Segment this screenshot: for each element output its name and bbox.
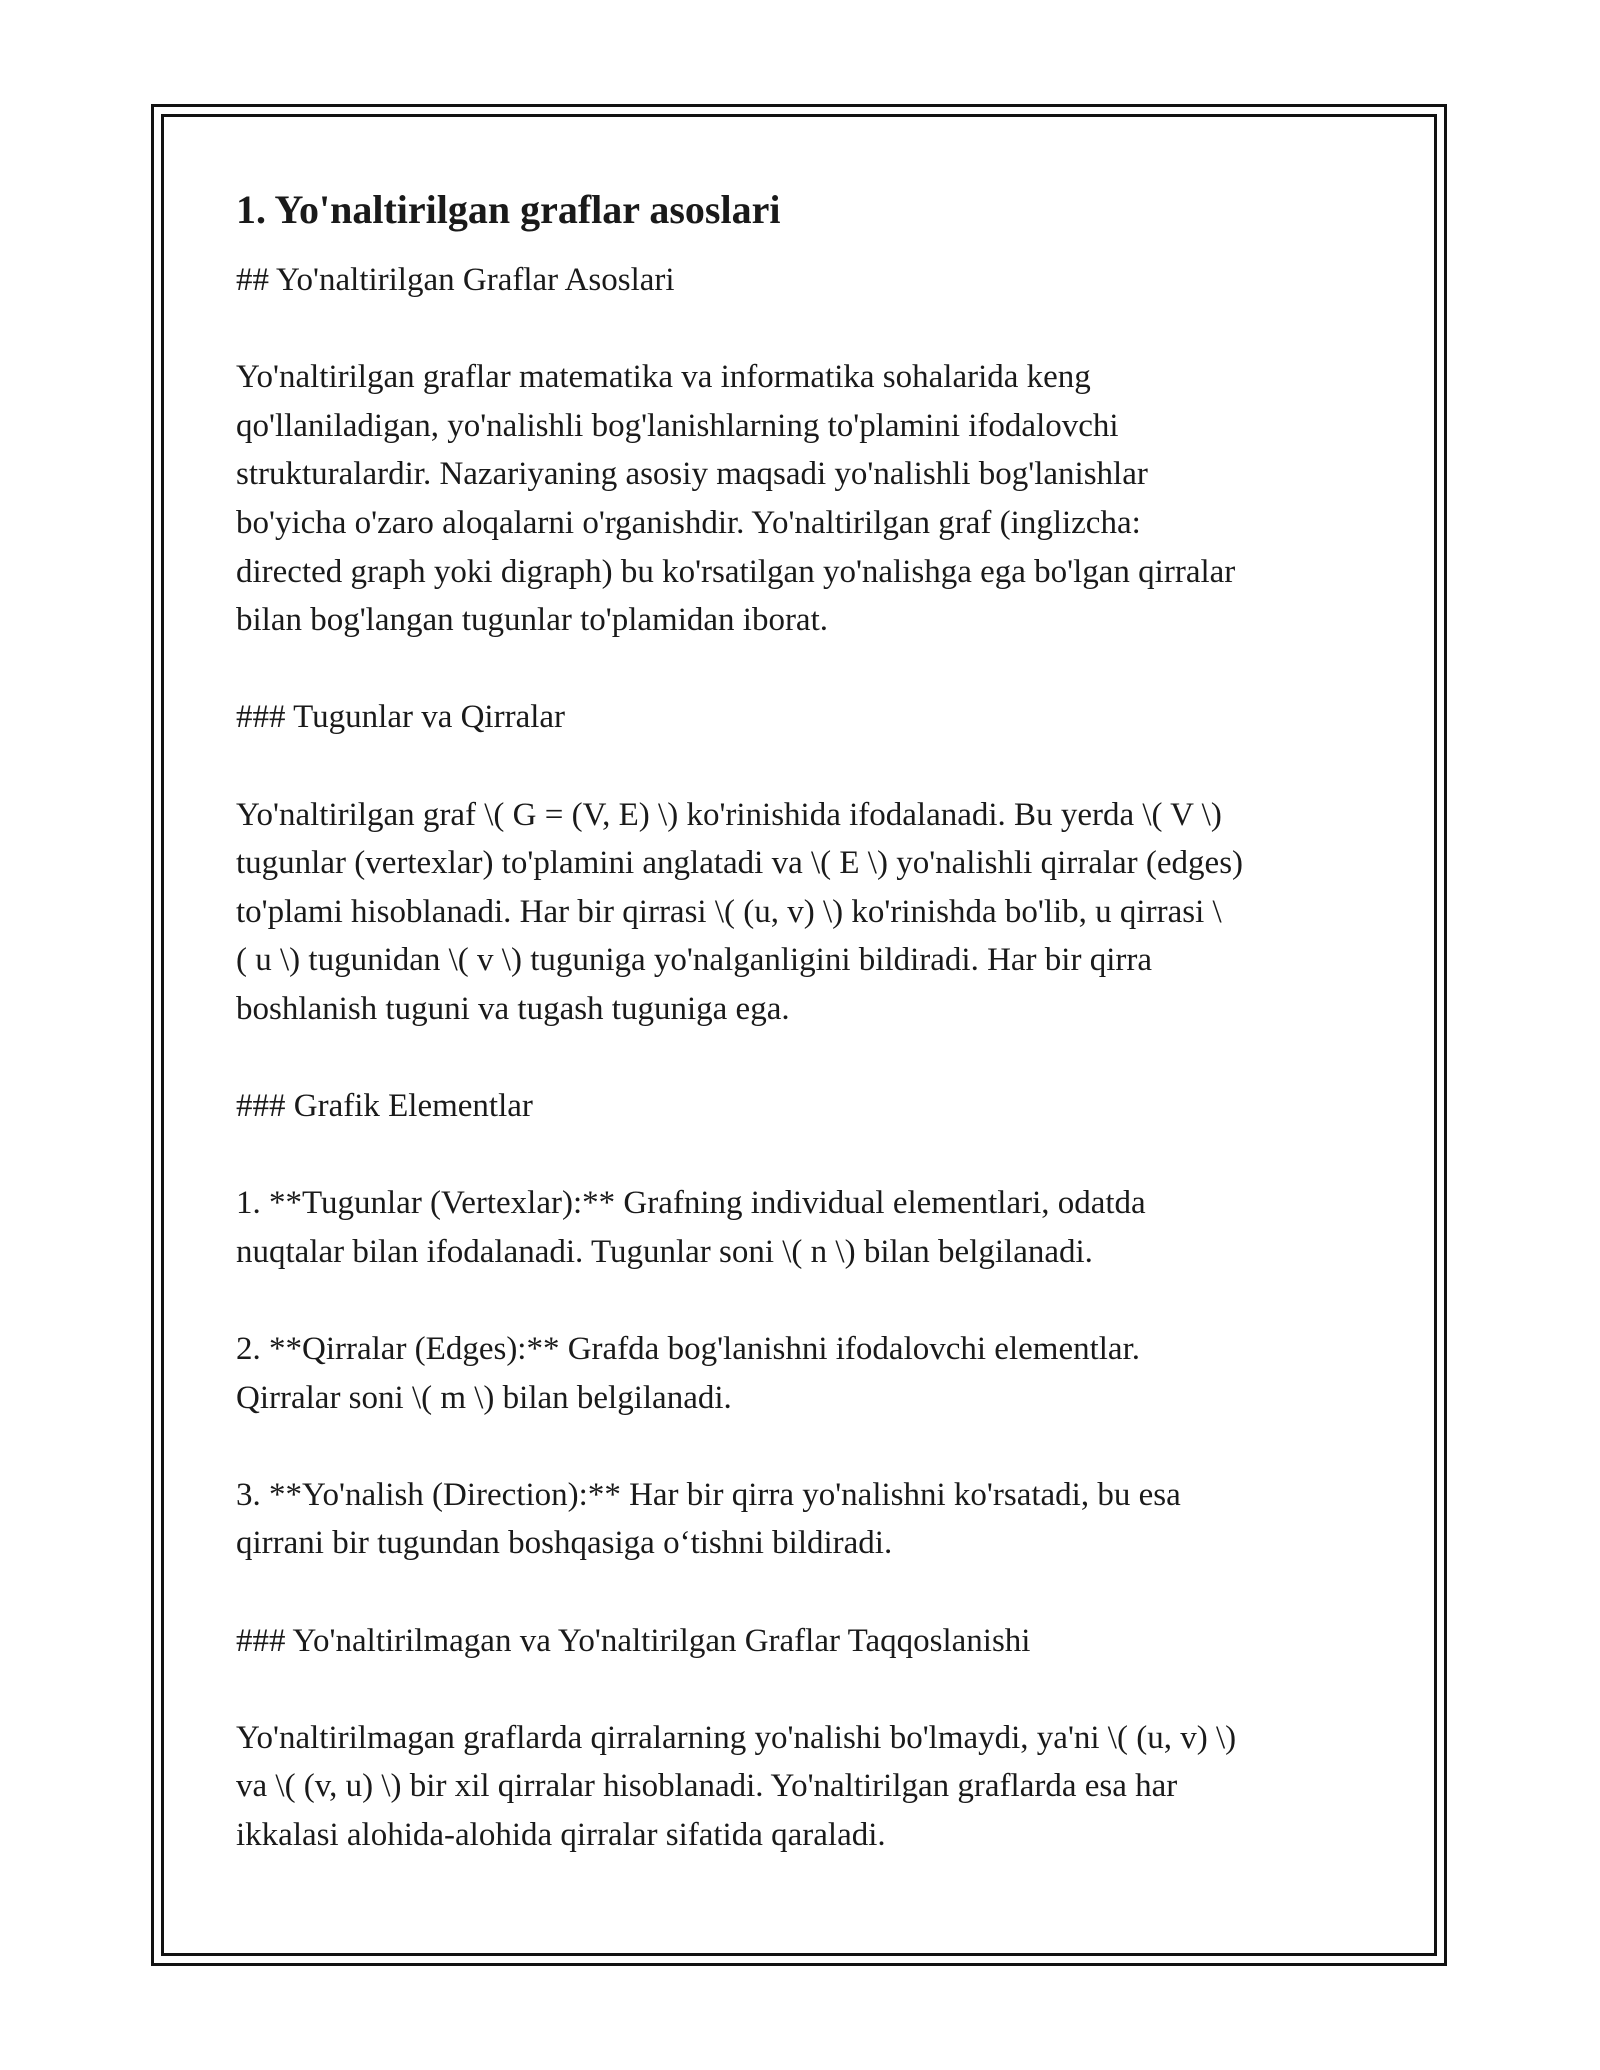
paragraph-gap bbox=[236, 1422, 1366, 1471]
text-line: 2. **Qirralar (Edges):** Grafda bog'lanishni ifodalovchi elementlar. bbox=[236, 1331, 1140, 1368]
text-line: bilan bog'langan tugunlar to'plamidan iborat. bbox=[236, 602, 829, 639]
text-line: directed graph yoki digraph) bu ko'rsatilgan yo'nalishga ega bo'lgan qirralar bbox=[236, 553, 1236, 590]
paragraph-gap bbox=[236, 1665, 1366, 1714]
text-line: qirrani bir tugundan boshqasiga o‘tishni bildiradi. bbox=[236, 1525, 893, 1562]
text-block bbox=[236, 1325, 1366, 1422]
paragraph-gap bbox=[236, 1276, 1366, 1325]
document-body bbox=[236, 186, 1366, 1860]
text-line: ### Tugunlar va Qirralar bbox=[236, 699, 566, 736]
text-block bbox=[236, 1471, 1366, 1568]
text-line: Yo'naltirilgan graflar matematika va informatika sohalarida keng bbox=[236, 359, 1091, 396]
text-line: va \( (v, u) \) bir xil qirralar hisoblanadi. Yo'naltirilgan graflarda esa har bbox=[236, 1768, 1178, 1805]
paragraph-gap bbox=[236, 645, 1366, 694]
text-line: Yo'naltirilmagan graflarda qirralarning yo'nalishi bo'lmaydi, ya'ni \( (u, v) \) bbox=[236, 1719, 1237, 1756]
text-block bbox=[236, 1617, 1366, 1666]
text-line: 1. **Tugunlar (Vertexlar):** Grafning individual elementlari, odatda bbox=[236, 1185, 1146, 1222]
paragraph-gap bbox=[236, 1131, 1366, 1180]
text-line: ### Yo'naltirilmagan va Yo'naltirilgan Graflar Taqqoslanishi bbox=[236, 1622, 1031, 1659]
text-line: qo'llaniladigan, yo'nalishli bog'lanishlarning to'plamini ifodalovchi bbox=[236, 407, 1119, 444]
text-block bbox=[236, 353, 1366, 645]
text-line: tugunlar (vertexlar) to'plamini anglatadi va \( E \) yo'nalishli qirralar (edges) bbox=[236, 845, 1244, 882]
text-line: ( u \) tugunidan \( v \) tuguniga yo'nalganligini bildiradi. Har bir qirra bbox=[236, 942, 1152, 979]
text-line: boshlanish tuguni va tugash tuguniga ega. bbox=[236, 990, 790, 1027]
text-line: Yo'naltirilgan graf \( G = (V, E) \) ko'rinishida ifodalanadi. Bu yerda \( V \) bbox=[236, 796, 1222, 833]
text-block bbox=[236, 256, 1366, 305]
text-block bbox=[236, 1714, 1366, 1860]
text-line: Qirralar soni \( m \) bilan belgilanadi. bbox=[236, 1379, 732, 1416]
text-block bbox=[236, 1082, 1366, 1131]
text-line: 3. **Yo'nalish (Direction):** Har bir qirra yo'nalishni ko'rsatadi, bu esa bbox=[236, 1476, 1181, 1513]
document-title: 1. Yo'naltirilgan graflar asoslari bbox=[236, 187, 781, 232]
text-line: ### Grafik Elementlar bbox=[236, 1088, 533, 1125]
paragraph-gap bbox=[236, 742, 1366, 791]
text-line: bo'yicha o'zaro aloqalarni o'rganishdir. Yo'naltirilgan graf (inglizcha: bbox=[236, 504, 1141, 541]
text-line: strukturalardir. Nazariyaning asosiy maqsadi yo'nalishli bog'lanishlar bbox=[236, 456, 1148, 493]
document-blocks bbox=[236, 256, 1366, 1860]
paragraph-gap bbox=[236, 305, 1366, 354]
text-line: nuqtalar bilan ifodalanadi. Tugunlar soni \( n \) bilan belgilanadi. bbox=[236, 1233, 1093, 1270]
paragraph-gap bbox=[236, 1034, 1366, 1083]
text-line: ikkalasi alohida-alohida qirralar sifatida qaraladi. bbox=[236, 1817, 886, 1853]
paragraph-gap bbox=[236, 1568, 1366, 1617]
text-block bbox=[236, 1179, 1366, 1276]
text-block bbox=[236, 791, 1366, 1034]
text-line: to'plami hisoblanadi. Har bir qirrasi \( (u, v) \) ko'rinishda bo'lib, u qirrasi \ bbox=[236, 893, 1222, 930]
text-line: ## Yo'naltirilgan Graflar Asoslari bbox=[236, 262, 675, 298]
text-block bbox=[236, 693, 1366, 742]
